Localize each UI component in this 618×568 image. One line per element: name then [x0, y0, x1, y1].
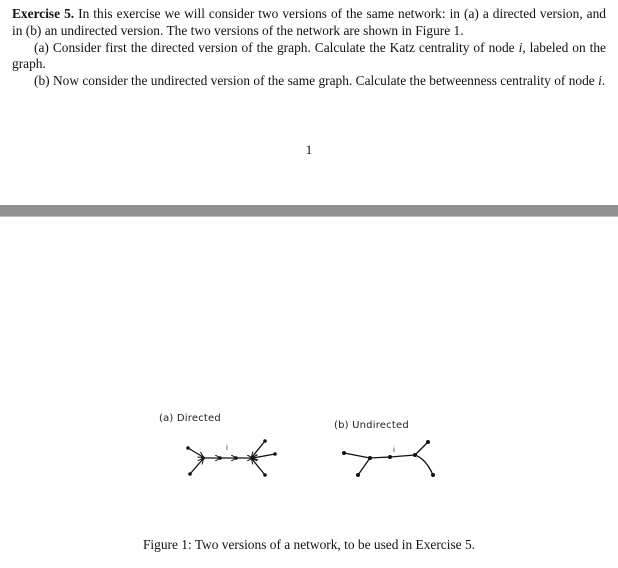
node-label-undirected: i — [393, 446, 395, 454]
graph-node — [431, 473, 435, 477]
directed-edge — [190, 459, 203, 474]
graph-node — [263, 473, 267, 477]
undirected-edge — [390, 455, 415, 457]
graph-node — [273, 452, 277, 456]
figure-label-undirected: (b) Undirected — [334, 420, 409, 431]
graph-node — [201, 456, 205, 460]
graph-node — [218, 456, 222, 460]
graph-node — [368, 456, 372, 460]
undirected-edge — [415, 455, 433, 475]
page-number: 1 — [305, 142, 313, 157]
undirected-edge — [415, 442, 428, 455]
part-b-text-end: . — [601, 73, 606, 89]
undirected-edge — [344, 453, 370, 458]
directed-edge — [252, 459, 265, 475]
undirected-edge — [358, 458, 370, 475]
directed-edge — [252, 441, 265, 457]
part-a-text-end: , labeled on the graph. — [12, 39, 606, 72]
part-a — [12, 40, 606, 74]
part-a-text: (a) Consider first the directed version of the graph. Calculate the Katz centrality of node — [34, 39, 519, 55]
graph-node — [342, 451, 346, 455]
graph-node — [250, 456, 254, 460]
graph-node — [356, 473, 360, 477]
graph-node — [186, 446, 190, 450]
exercise-text — [12, 6, 606, 90]
exercise-heading: Exercise 5. — [12, 6, 75, 21]
directed-graph — [188, 441, 275, 475]
graph-node — [426, 440, 430, 444]
graph-node — [413, 453, 417, 457]
exercise-intro-text: In this exercise we will consider two versions of the same network: in (a) a directed version, and in (b) an undirected version. The two versions of the network are shown in Figure 1. — [12, 6, 607, 38]
figure-label-directed: (a) Directed — [159, 413, 221, 424]
undirected-graph — [344, 442, 433, 475]
part-b-text: (b) Now consider the undirected version of the same graph. Calculate the betweenness centrality of node — [34, 73, 599, 89]
part-b — [12, 73, 606, 90]
figure-caption: Figure 1: Two versions of a network, to be used in Exercise 5. — [142, 537, 476, 552]
graph-node — [188, 472, 192, 476]
page-two — [0, 217, 618, 568]
undirected-edge — [370, 457, 390, 458]
directed-edge — [253, 454, 275, 458]
node-symbol: i — [598, 73, 602, 89]
graph-node — [388, 455, 392, 459]
node-symbol: i — [518, 39, 523, 55]
graph-node — [263, 439, 267, 443]
network-figure — [0, 217, 618, 568]
node-label-directed: i — [226, 444, 228, 452]
exercise-intro — [12, 6, 606, 40]
page-one — [0, 0, 618, 205]
graph-node — [234, 456, 238, 460]
directed-edge — [188, 448, 203, 457]
page-separator — [0, 205, 618, 217]
